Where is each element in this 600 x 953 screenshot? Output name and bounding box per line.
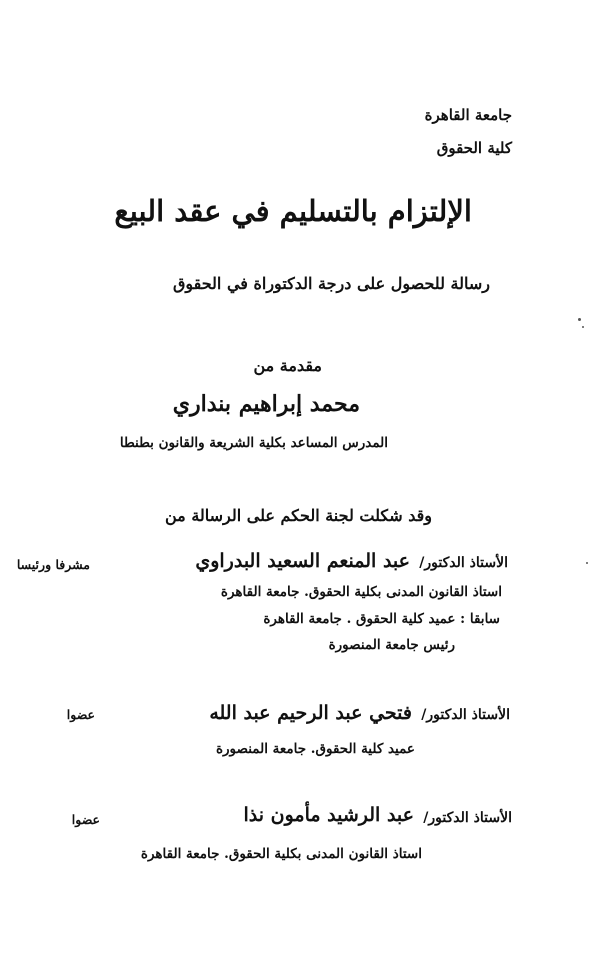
- university-name: جامعة القاهرة: [424, 106, 512, 124]
- committee-member-3-detail-1: استاذ القانون المدنى بكلية الحقوق. جامعة القاهرة: [140, 846, 422, 862]
- scan-speck: [582, 326, 584, 328]
- presented-by-label: مقدمة من: [253, 356, 322, 375]
- author-position: المدرس المساعد بكلية الشريعة والقانون بطنطا: [119, 435, 388, 451]
- thesis-title: الإلتزام بالتسليم في عقد البيع: [114, 194, 472, 228]
- committee-member-1-name: عبد المنعم السعيد البدراوي: [195, 550, 410, 572]
- committee-member-3-role: عضوا: [71, 812, 100, 827]
- committee-member-1-detail-2: سابقا : عميد كلية الحقوق . جامعة القاهرة: [263, 611, 500, 627]
- committee-member-2-detail-1: عميد كلية الحقوق. جامعة المنصورة: [215, 741, 415, 757]
- author-name: محمد إبراهيم بنداري: [172, 391, 360, 417]
- committee-member-2-role: عضوا: [66, 707, 95, 722]
- committee-heading: وقد شكلت لجنة الحكم على الرسالة من: [165, 506, 432, 525]
- committee-member-2-prefix: الأستاذ الدكتور/: [421, 707, 510, 723]
- committee-member-1-detail-1: استاذ القانون المدنى بكلية الحقوق. جامعة القاهرة: [220, 584, 502, 600]
- committee-member-2-name: فتحي عبد الرحيم عبد الله: [209, 702, 412, 724]
- committee-member-1-detail-3: رئيس جامعة المنصورة: [328, 637, 455, 653]
- committee-member-1-role: مشرفا ورئيسا: [16, 557, 90, 572]
- scan-speck: [578, 318, 581, 321]
- committee-member-1-prefix: الأستاذ الدكتور/: [419, 555, 508, 571]
- committee-member-3-name: عبد الرشيد مأمون نذا: [243, 804, 414, 826]
- committee-member-3-prefix: الأستاذ الدكتور/: [423, 810, 512, 826]
- thesis-subtitle: رسالة للحصول على درجة الدكتوراة في الحقوق: [172, 274, 490, 293]
- faculty-name: كلية الحقوق: [436, 139, 512, 157]
- scan-speck: [586, 562, 588, 564]
